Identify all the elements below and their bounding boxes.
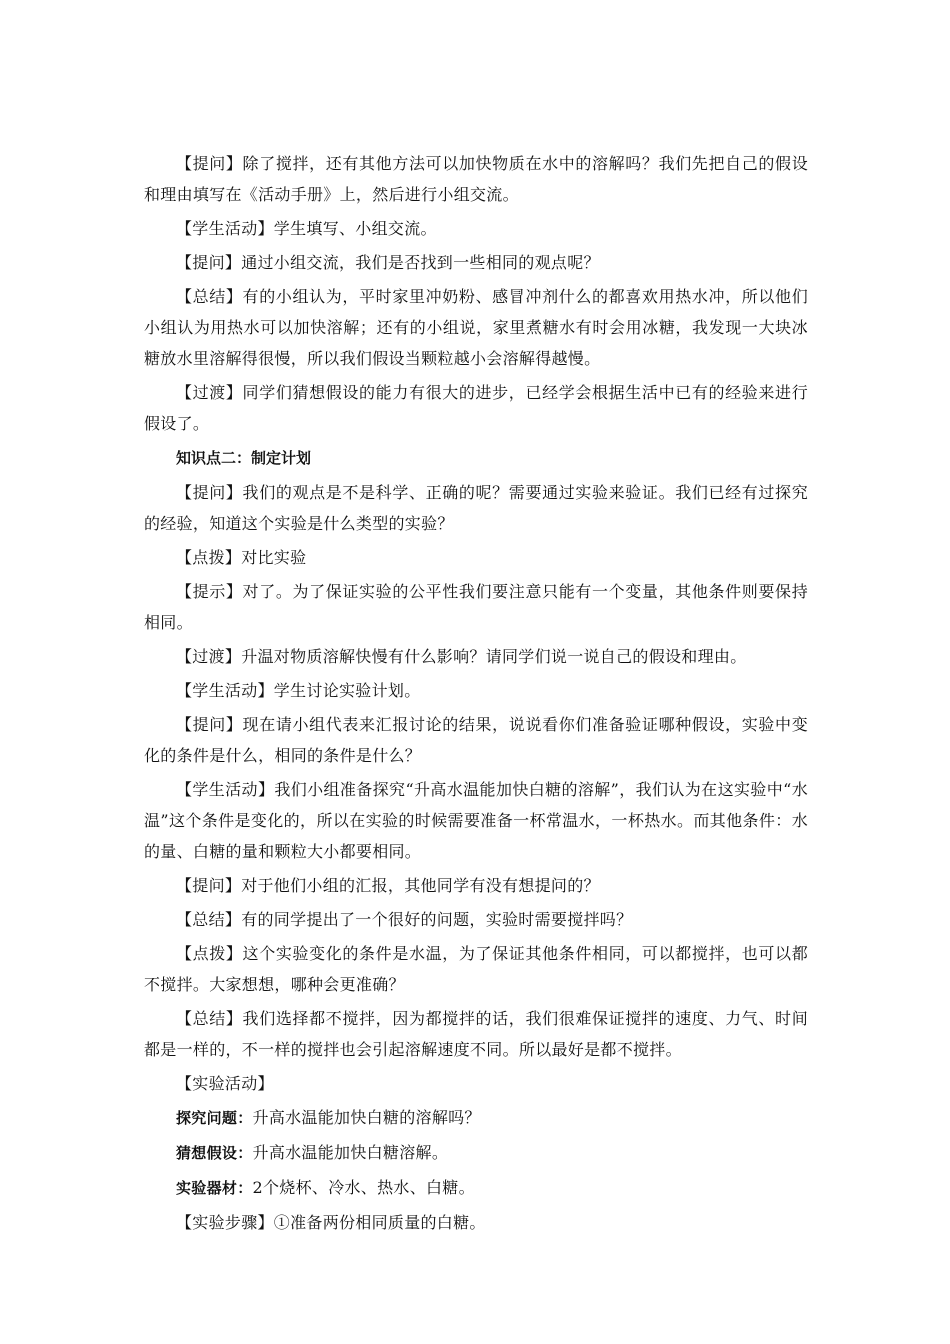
paragraph-hypothesis	[144, 1137, 808, 1169]
paragraph-hint-2: 【点拨】这个实验变化的条件是水温，为了保证其他条件相同，可以都搅拌，也可以都不搅拌。大家想想，哪种会更准确？	[144, 944, 808, 994]
paragraph-hint-1: 【点拨】对比实验	[176, 548, 307, 567]
text-materials: 2个烧杯、冷水、热水、白糖。	[252, 1178, 475, 1197]
paragraph-student-activity-3: 【学生活动】我们小组准备探究“升高水温能加快白糖的溶解”，我们认为在这实验中“水温”这个条件是变化的，所以在实验的时候需要准备一杯常温水，一杯热水。而其他条件：水的量、白糖的量和颗粒大小都要相同。	[144, 780, 808, 861]
paragraph-question-3: 【提问】我们的观点是不是科学、正确的呢？需要通过实验来验证。我们已经有过探究的经验，知道这个实验是什么类型的实验？	[144, 483, 808, 533]
paragraph-question-1: 【提问】除了搅拌，还有其他方法可以加快物质在水中的溶解吗？我们先把自己的假设和理由填写在《活动手册》上，然后进行小组交流。	[144, 154, 808, 204]
paragraph-student-activity-1: 【学生活动】学生填写、小组交流。	[176, 219, 437, 238]
paragraph-summary-2: 【总结】有的同学提出了一个很好的问题，实验时需要搅拌吗？	[176, 910, 633, 929]
paragraph-question-4: 【提问】现在请小组代表来汇报讨论的结果，说说看你们准备验证哪种假设，实验中变化的条件是什么，相同的条件是什么？	[144, 715, 808, 765]
paragraph-student-activity-2: 【学生活动】学生讨论实验计划。	[176, 681, 421, 700]
text-research-question: 升高水温能加快白糖的溶解吗？	[252, 1108, 481, 1127]
paragraph-experiment-steps: 【实验步骤】①准备两份相同质量的白糖。	[176, 1213, 486, 1232]
paragraph-question-2: 【提问】通过小组交流，我们是否找到一些相同的观点呢？	[176, 253, 600, 272]
paragraph-question-5: 【提问】对于他们小组的汇报，其他同学有没有想提问的？	[176, 876, 600, 895]
document-page	[144, 148, 808, 1241]
paragraph-transition-1: 【过渡】同学们猜想假设的能力有很大的进步，已经学会根据生活中已有的经验来进行假设了。	[144, 383, 808, 433]
paragraph-experiment-activity: 【实验活动】	[176, 1074, 274, 1093]
paragraph-summary-1: 【总结】有的小组认为，平时家里冲奶粉、感冒冲剂什么的都喜欢用热水冲，所以他们小组认为用热水可以加快溶解；还有的小组说，家里煮糖水有时会用冰糖，我发现一大块冰糖放水里溶解得很慢，所以我们假设当颗粒越小会溶解得越慢。	[144, 287, 808, 368]
text-hypothesis: 升高水温能加快白糖溶解。	[252, 1143, 449, 1162]
paragraph-tip-1: 【提示】对了。为了保证实验的公平性我们要注意只能有一个变量，其他条件则要保持相同。	[144, 582, 808, 632]
paragraph-materials	[144, 1172, 808, 1204]
paragraph-transition-2: 【过渡】升温对物质溶解快慢有什么影响？请同学们说一说自己的假设和理由。	[176, 647, 747, 666]
paragraph-summary-3: 【总结】我们选择都不搅拌，因为都搅拌的话，我们很难保证搅拌的速度、力气、时间都是一样的，不一样的搅拌也会引起溶解速度不同。所以最好是都不搅拌。	[144, 1009, 808, 1059]
label-hypothesis: 猜想假设：	[176, 1144, 253, 1162]
label-materials: 实验器材：	[176, 1179, 253, 1197]
section-heading-knowledge-point-2: 知识点二：制定计划	[176, 449, 312, 467]
paragraph-research-question	[144, 1102, 808, 1134]
label-research-question: 探究问题：	[176, 1109, 253, 1127]
